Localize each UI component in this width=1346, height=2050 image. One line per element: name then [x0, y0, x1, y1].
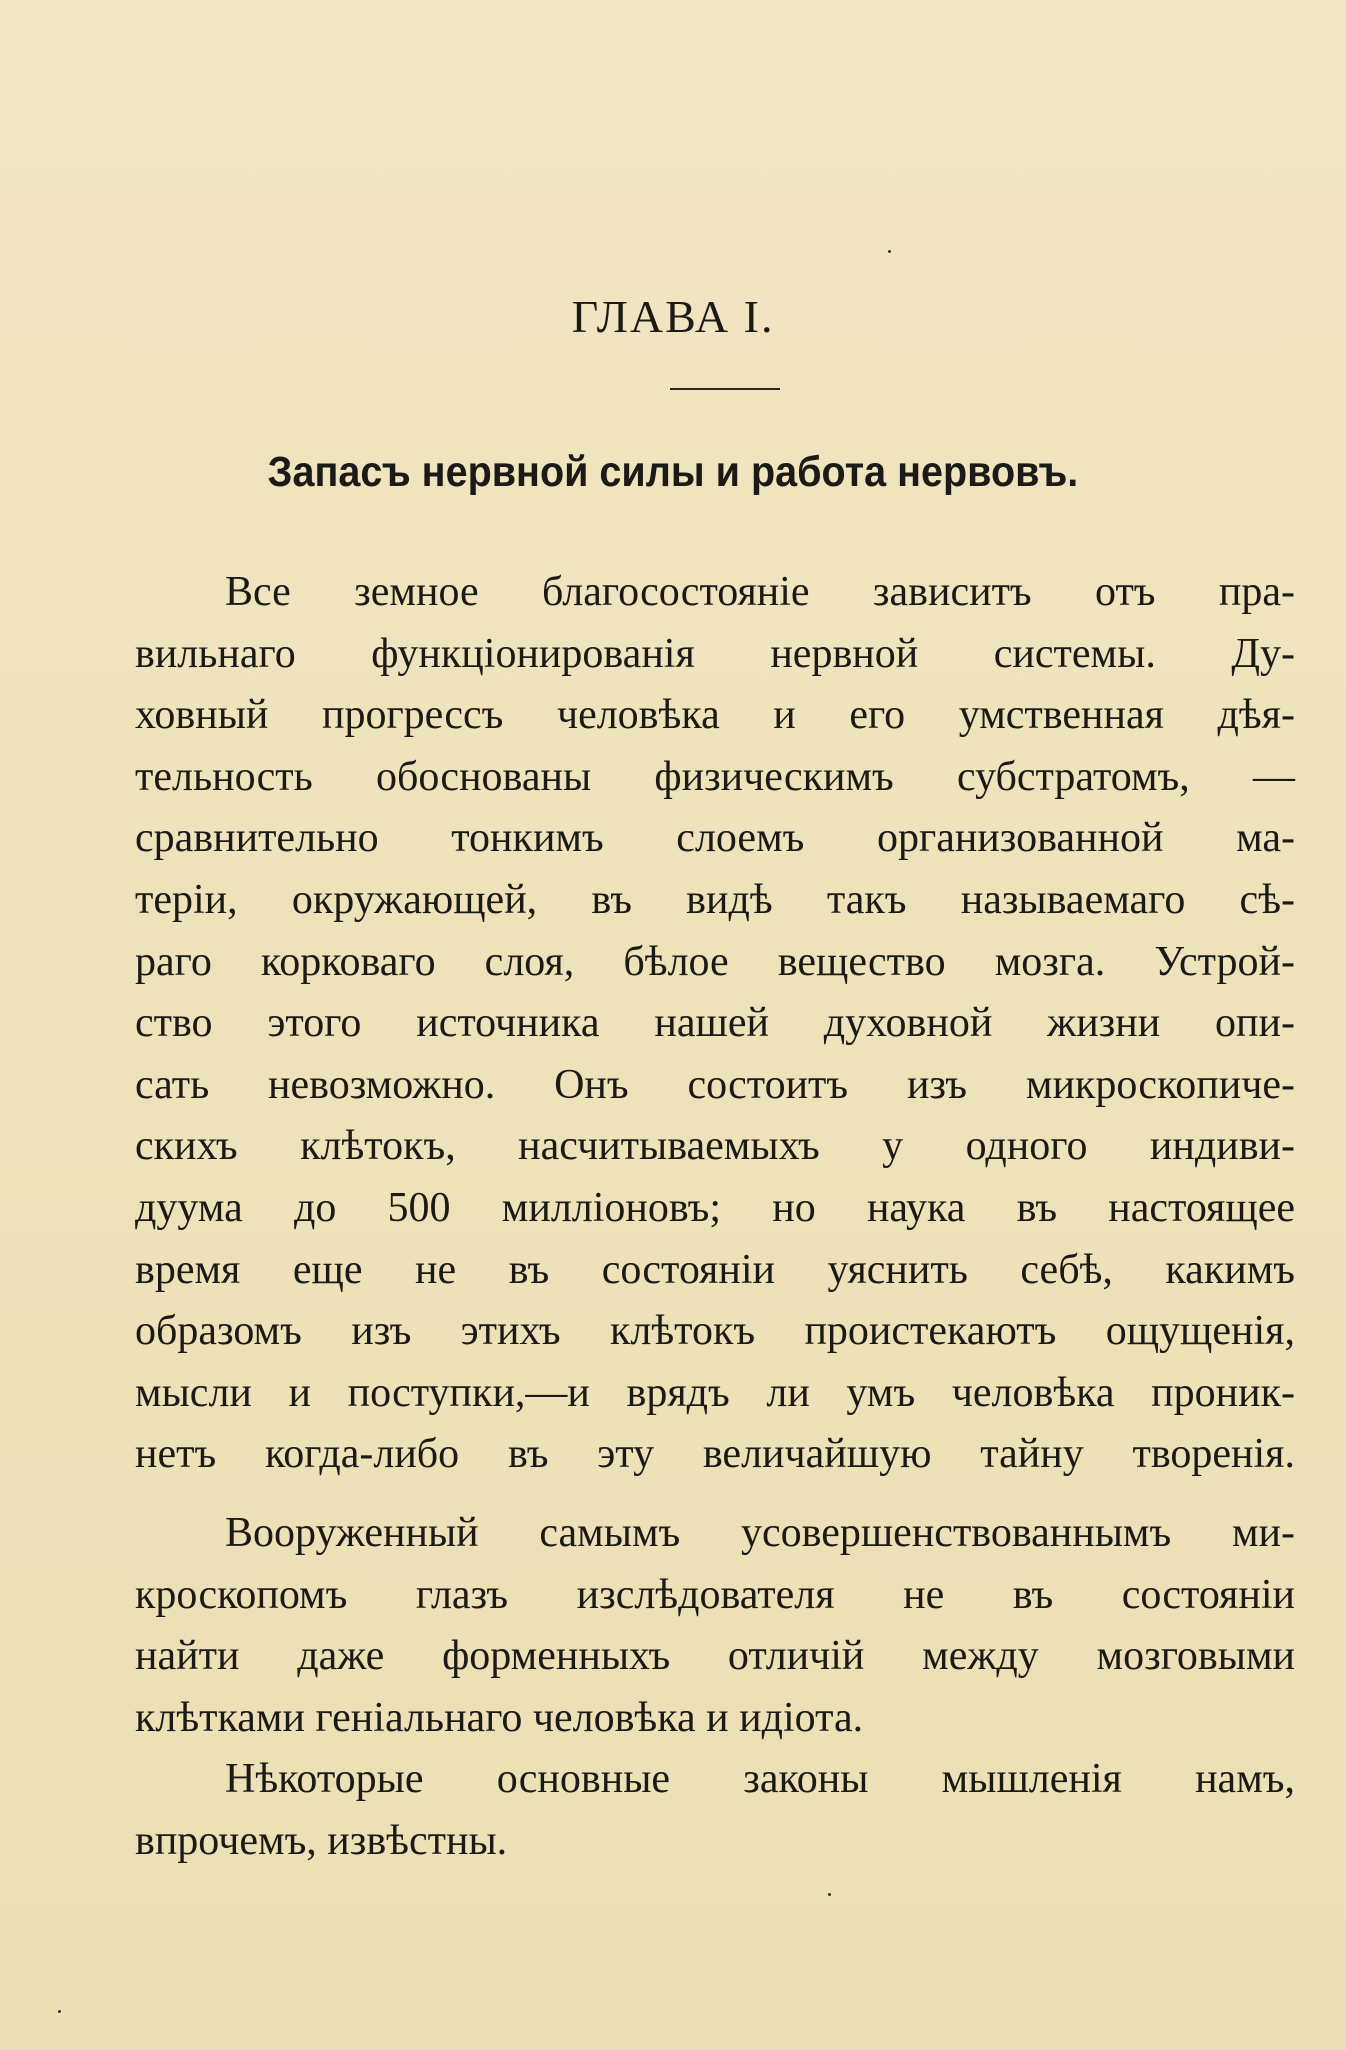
text-line: скихъ клѣтокъ, насчитываемыхъ у одного индиви-	[135, 1123, 1295, 1170]
paragraph-1	[135, 562, 1295, 1486]
text-line: нетъ когда-либо въ эту величайшую тайну творенія.	[135, 1431, 1295, 1478]
text-line: тельность обоснованы физическимъ субстратомъ, —	[135, 753, 1295, 800]
text-line: найти даже форменныхъ отличій между мозговыми	[135, 1633, 1295, 1680]
text-line: клѣтками геніальнаго человѣка и идіота.	[135, 1694, 864, 1741]
text-line: кроскопомъ глазъ изслѣдователя не въ состояніи	[135, 1571, 1295, 1618]
text-line: ховный прогрессъ человѣка и его умственная дѣя-	[135, 692, 1295, 739]
text-line: впрочемъ, извѣстны.	[135, 1817, 508, 1864]
paragraph-3	[135, 1749, 1295, 1872]
text-line: раго корковаго слоя, бѣлое вещество мозга. Устрой-	[135, 938, 1295, 985]
text-line: Вооруженный самымъ усовершенствованнымъ ми-	[225, 1510, 1295, 1556]
chapter-divider	[670, 388, 780, 390]
text-line: мысли и поступки,—и врядъ ли умъ человѣка проник-	[135, 1369, 1295, 1416]
text-line: сравнительно тонкимъ слоемъ организованной ма-	[135, 815, 1295, 862]
text-line: Нѣкоторые основные законы мышленія намъ,	[225, 1756, 1295, 1802]
text-line: Все земное благосостояніе зависитъ отъ пра-	[225, 569, 1295, 615]
text-line: теріи, окружающей, въ видѣ такъ называемаго сѣ-	[135, 876, 1295, 923]
print-speck	[58, 2010, 61, 2013]
text-line: ство этого источника нашей духовной жизни опи-	[135, 1000, 1295, 1047]
text-line: сать невозможно. Онъ состоитъ изъ микроскопиче-	[135, 1061, 1295, 1108]
text-line: дуума до 500 милліоновъ; но наука въ настоящее	[135, 1184, 1295, 1231]
text-line: время еще не въ состояніи уяснить себѣ, какимъ	[135, 1246, 1295, 1293]
chapter-heading: ГЛАВА I.	[571, 291, 775, 342]
section-title: Запасъ нервной силы и работа нервовъ.	[267, 448, 1079, 496]
text-line: образомъ изъ этихъ клѣтокъ проистекаютъ ощущенія,	[135, 1308, 1295, 1355]
paragraph-2	[135, 1503, 1295, 1749]
print-speck	[828, 1893, 831, 1896]
print-speck	[888, 250, 891, 253]
text-line: вильнаго функціонированія нервной системы. Ду-	[135, 630, 1295, 677]
